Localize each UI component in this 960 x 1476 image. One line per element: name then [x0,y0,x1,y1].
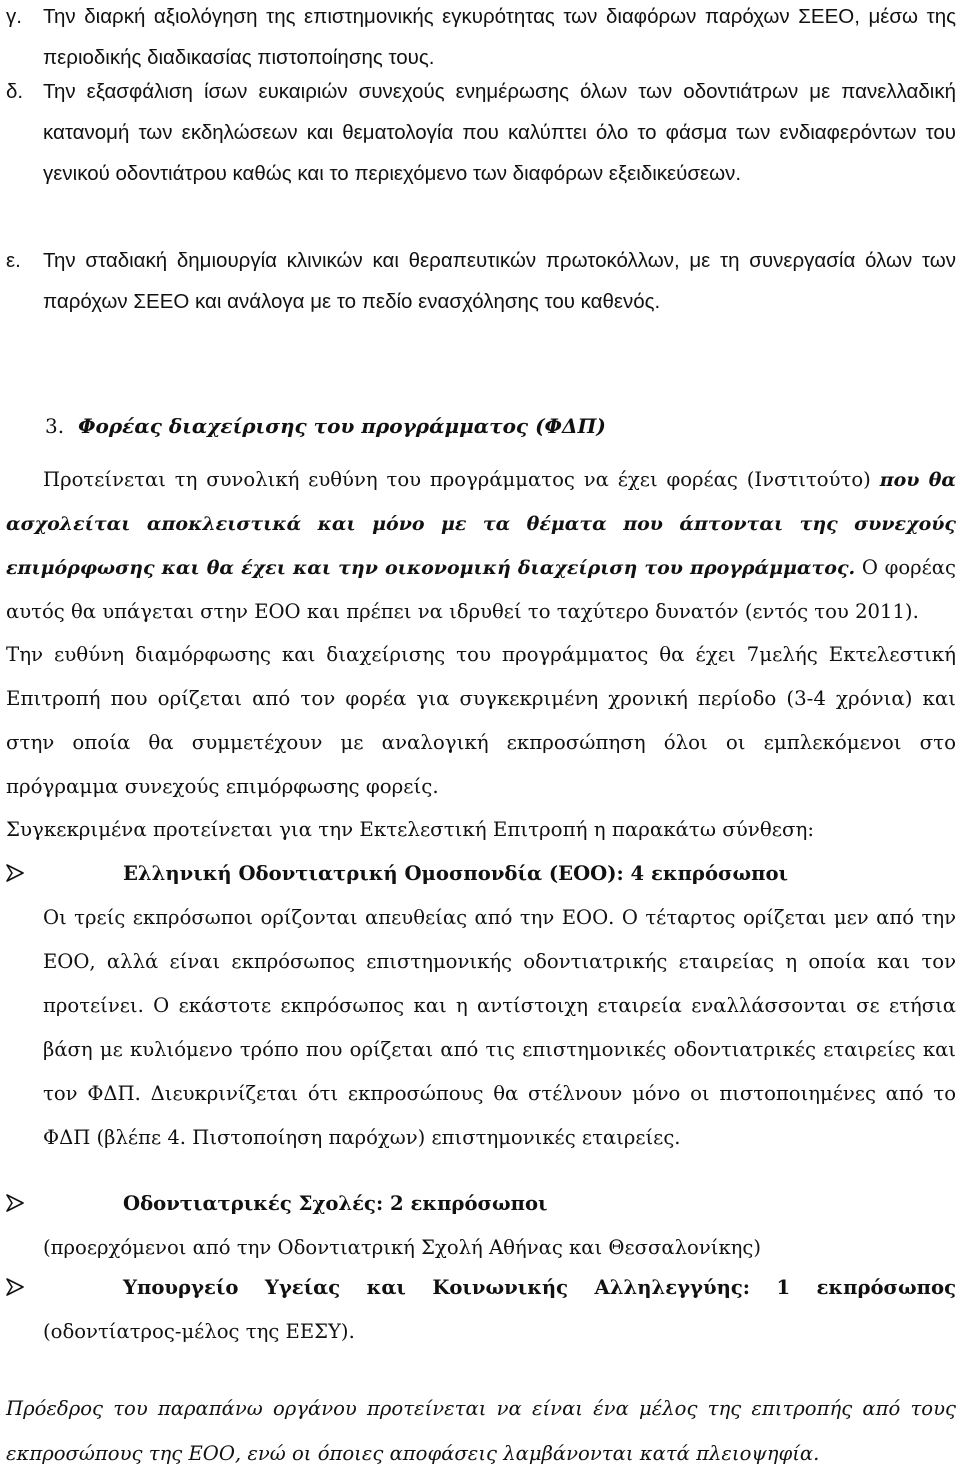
arrowhead-bullet-icon [6,1266,32,1296]
closing-paragraph: Πρόεδρος του παραπάνω οργάνου προτείνεται να είναι ένα μέλος της επιτροπής από τους εκπροσώπους της ΕΟΟ, ενώ οι όποιες αποφάσεις λαμβάνονται κατά πλειοψηφία. [6,1397,956,1465]
bullet-title: Οδοντιατρικές Σχολές: 2 εκπρόσωποι [123,1192,548,1215]
paragraph-tail: Ο φορέας αυτός θα υπάγεται στην ΕΟΟ και πρέπει να ιδρυθεί το ταχύτερο δυνατόν (εντός του 2011). [6,556,957,623]
list-item-text: Την σταδιακή δημιουργία κλινικών και θεραπευτικών πρωτοκόλλων, με τη συνεργασία όλων των παρόχων ΣΕΕΟ και ανάλογα με το πεδίο ενασχόλησης του καθενός. [43,249,956,313]
bullet-title: Υπουργείο Υγείας και Κοινωνικής Αλληλεγγύης: 1 εκπρόσωπος [123,1276,956,1299]
section-title: Φορέας διαχείρισης του προγράμματος (ΦΔΠ) [78,414,606,438]
section-number: 3. [45,414,65,438]
arrowhead-bullet-icon [6,852,32,882]
section-heading [45,404,606,448]
list-item [6,71,956,194]
list-item-text: Την εξασφάλιση ίσων ευκαιριών συνεχούς ενημέρωσης όλων των οδοντιάτρων με πανελλαδική κατανομή των εκδηλώσεων και θεματολογία που καλύπτει όλο το φάσμα των ενδιαφερόντων του γενικού οδοντιάτρου καθώς και το περιεχόμενο των διαφόρων εξειδικεύσεων. [43,80,956,185]
bullet-body: Οι τρείς εκπρόσωποι ορίζονται απευθείας από την ΕΟΟ. Ο τέταρτος ορίζεται μεν από την ΕΟΟ, αλλά είναι εκπρόσωπος επιστημονικής οδοντιατρικής εταιρείας η οποία και τον προτείνει. Ο εκάστοτε εκπρόσωπος και η αντίστοιχη εταιρεία εναλλάσσονται σε ετήσια βάση με κυλιόμενο τρόπο που ορίζεται από τις επιστημονικές οδοντιατρικές εταιρείες και τον ΦΔΠ. Διευκρινίζεται ότι εκπροσώπους θα στέλνουν μόνο οι πιστοποιημένες από το ΦΔΠ (βλέπε 4. Πιστοποίηση παρόχων) επιστημονικές εταιρείες. [43,906,956,1149]
list-item [6,0,956,78]
paragraph-lead: Προτείνεται τη συνολική ευθύνη του προγράμματος να έχει φορέας (Ινστιτούτο) [43,468,871,491]
list-marker: δ. [6,80,24,103]
bullet-title: Ελληνική Οδοντιατρική Ομοσπονδία (ΕΟΟ): 4 εκπρόσωποι [123,862,789,885]
list-item-text: Την διαρκή αξιολόγηση της επιστημονικής εγκυρότητας των διαφόρων παρόχων ΣΕΕΟ, μέσω της περιοδικής διαδικασίας πιστοποίησης τους. [43,5,956,69]
bullet-body: (προερχόμενοι από την Οδοντιατρική Σχολή Αθήνας και Θεσσαλονίκης) [43,1236,762,1259]
paragraph-mixed [6,458,956,634]
paragraph: Συγκεκριμένα προτείνεται για την Εκτελεστική Επιτροπή η παρακάτω σύνθεση: [6,818,815,841]
arrowhead-bullet-icon [6,1182,32,1212]
paragraph: Την ευθύνη διαμόρφωσης και διαχείρισης του προγράμματος θα έχει 7μελής Εκτελεστική Επιτροπή που ορίζεται από τον φορέα για συγκεκριμένη χρονική περίοδο (3-4 χρόνια) και στην οποία θα συμμετέχουν με αναλογική εκπροσώπηση όλοι οι εμπλεκόμενοι στο πρόγραμμα συνεχούς επιμόρφωσης φορείς. [6,643,956,798]
bullet-item [6,1182,956,1270]
list-marker: γ. [6,5,22,28]
list-marker: ε. [6,249,21,272]
bullet-body: (οδοντίατρος-μέλος της ΕΕΣΥ). [43,1320,355,1343]
list-item [6,240,956,322]
paragraph-emphasis: που θα ασχολείται αποκλειστικά και μόνο με τα θέματα που άπτονται της συνεχούς επιμόρφωσης και θα έχει και την οικονομική διαχείριση του προγράμματος. [6,469,957,579]
bullet-item [6,1266,956,1354]
bullet-item [6,852,956,1160]
